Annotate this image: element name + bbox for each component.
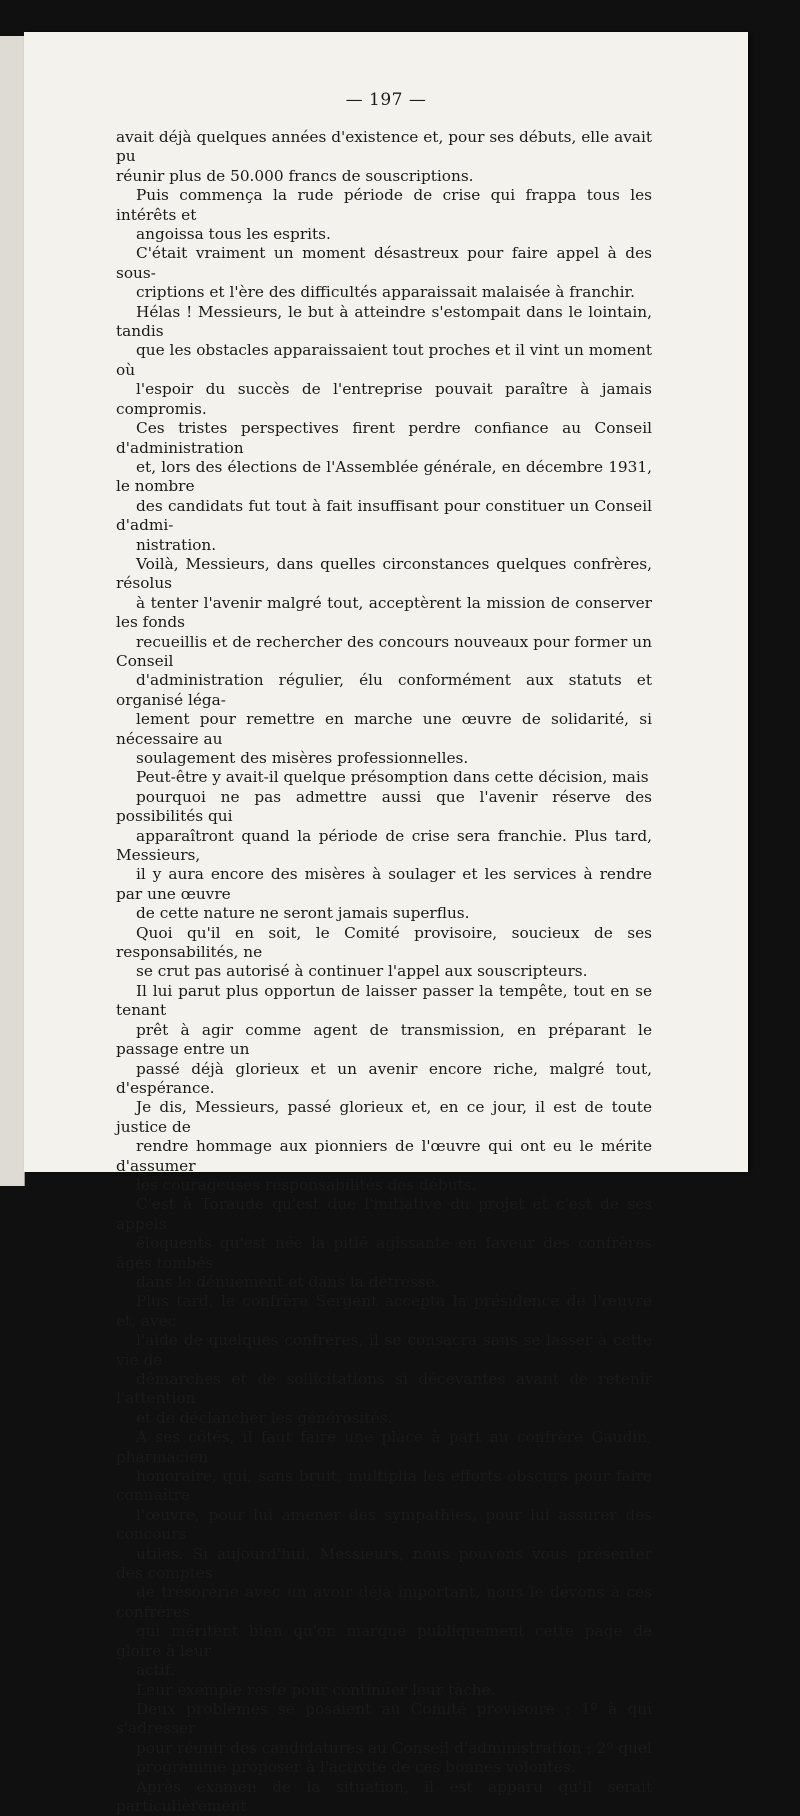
text-line: passé déjà glorieux et un avenir encore riche, malgré tout, d'espérance. bbox=[116, 1059, 652, 1097]
text-line: il y aura encore des misères à soulager et les services à rendre par une œuvre bbox=[116, 865, 652, 903]
text-line: l'espoir du succès de l'entreprise pouvait paraître à jamais compromis. bbox=[116, 380, 652, 418]
text-line: Après examen de la situation, il est apparu qu'il serait particulièrement bbox=[116, 1777, 652, 1815]
text-line: éloquents qu'est née la pitié agissante en faveur des confrères âgés tombés bbox=[116, 1234, 652, 1272]
paragraph bbox=[116, 1098, 652, 1195]
paragraph bbox=[116, 1778, 652, 1816]
text-line: soulagement des misères professionnelles. bbox=[136, 749, 469, 767]
text-line: pour réunir des candidatures au Conseil d'administration ; 2º quel bbox=[136, 1738, 652, 1757]
paragraph bbox=[116, 1700, 652, 1778]
text-line: Peut-être y avait-il quelque présomption dans cette décision, mais bbox=[136, 768, 649, 787]
text-line: Leur exemple reste pour continuer leur tâche. bbox=[136, 1680, 496, 1699]
text-line: se crut pas autorisé à continuer l'appel aux souscripteurs. bbox=[136, 962, 588, 981]
paragraph bbox=[116, 186, 652, 244]
text-line: Puis commença la rude période de crise qui frappa tous les intérêts et bbox=[116, 186, 652, 224]
text-line: C'était vraiment un moment désastreux pour faire appel à des sous- bbox=[116, 244, 652, 282]
text-line: de cette nature ne seront jamais superflus. bbox=[136, 904, 470, 923]
text-line: Ces tristes perspectives firent perdre confiance au Conseil d'administration bbox=[116, 419, 652, 457]
text-line: que les obstacles apparaissaient tout proches et il vint un moment où bbox=[116, 341, 652, 379]
text-line: lement pour remettre en marche une œuvre de solidarité, si nécessaire au bbox=[116, 710, 652, 748]
text-line: C'est à Toraude qu'est due l'initiative du projet et c'est de ses appels bbox=[116, 1195, 652, 1233]
previous-page-edge bbox=[0, 36, 25, 1186]
text-line: démarches et de sollicitations si décevantes avant de retenir l'attention bbox=[116, 1370, 652, 1408]
text-line: utiles. Si aujourd'hui, Messieurs, nous pouvons vous présenter des comptes bbox=[116, 1544, 652, 1583]
text-line: Je dis, Messieurs, passé glorieux et, en ce jour, il est de toute justice de bbox=[116, 1098, 652, 1136]
body-text bbox=[116, 128, 652, 1816]
text-line: prêt à agir comme agent de transmission, en préparant le passage entre un bbox=[116, 1020, 652, 1059]
text-line: et de déclancher les générosités. bbox=[136, 1408, 393, 1427]
text-line: rendre hommage aux pionniers de l'œuvre qui ont eu le mérite d'assumer bbox=[116, 1137, 652, 1175]
text-line: Il lui parut plus opportun de laisser passer la tempête, tout en se tenant bbox=[116, 981, 652, 1020]
paragraph bbox=[116, 128, 652, 186]
text-line: les courageuses responsabilités des débuts. bbox=[136, 1175, 477, 1194]
text-line: pourquoi ne pas admettre aussi que l'avenir réserve des possibilités qui bbox=[116, 787, 652, 826]
text-line: Deux problèmes se posaient au Comité provisoire : 1º à qui s'adresser bbox=[116, 1699, 652, 1738]
text-line: apparaîtront quand la période de crise sera franchie. Plus tard, Messieurs, bbox=[116, 826, 652, 865]
paragraph bbox=[116, 244, 652, 302]
paragraph bbox=[116, 303, 652, 555]
text-line: Hélas ! Messieurs, le but à atteindre s'estompait dans le lointain, tandis bbox=[116, 302, 652, 341]
paragraph bbox=[116, 982, 652, 1098]
text-line: qui méritent bien qu'on marque publiquement cette page de gloire à leur bbox=[116, 1622, 652, 1660]
text-line: actif. bbox=[136, 1661, 175, 1680]
text-line: A ses côtés, il faut faire une place à part au confrère Gaudin, pharmacien bbox=[116, 1428, 652, 1466]
page-sheet bbox=[24, 32, 748, 1815]
paragraph bbox=[116, 924, 652, 982]
text-line: honoraire, qui, sans bruit, multiplia les efforts obscurs pour faire connaître bbox=[116, 1467, 652, 1505]
text-line: Plus tard, le confrère Sergent accepta la présidence de l'œuvre et, avec bbox=[116, 1292, 652, 1330]
text-line: dans le dénuement et dans la détresse. bbox=[136, 1272, 440, 1291]
text-line: angoissa tous les esprits. bbox=[136, 225, 331, 244]
text-line: recueillis et de rechercher des concours nouveaux pour former un Conseil bbox=[116, 632, 652, 670]
text-line: d'administration régulier, élu conformément aux statuts et organisé léga- bbox=[116, 671, 652, 709]
paragraph bbox=[116, 555, 652, 768]
text-line: nistration. bbox=[136, 535, 217, 554]
paragraph bbox=[116, 768, 652, 923]
paragraph bbox=[116, 1292, 652, 1428]
text-line: criptions et l'ère des difficultés apparaissait malaisée à franchir. bbox=[136, 283, 635, 302]
page-number: — 197 — bbox=[345, 90, 427, 110]
text-line: programme proposer à l'activité de ces bonnes volontés. bbox=[136, 1758, 576, 1777]
paragraph bbox=[116, 1428, 652, 1680]
text-line: l'aide de quelques confrères, il se consacra sans se lasser à cette vie de bbox=[116, 1331, 652, 1369]
text-line: des candidats fut tout à fait insuffisant pour constituer un Conseil d'admi- bbox=[116, 496, 652, 535]
text-line: réunir plus de 50.000 francs de souscriptions. bbox=[116, 166, 474, 185]
text-line: Quoi qu'il en soit, le Comité provisoire, soucieux de ses responsabilités, ne bbox=[116, 923, 652, 962]
text-line: Voilà, Messieurs, dans quelles circonstances quelques confrères, résolus bbox=[116, 554, 652, 593]
text-line: l'œuvre, pour lui amener des sympathies, pour lui assurer des concours bbox=[116, 1505, 652, 1544]
text-line: de trésorerie avec un avoir déjà important, nous le devons à ces confrères bbox=[116, 1583, 652, 1621]
text-line: et, lors des élections de l'Assemblée générale, en décembre 1931, le nombre bbox=[116, 457, 652, 496]
paragraph bbox=[116, 1681, 652, 1700]
text-line: à tenter l'avenir malgré tout, acceptèrent la mission de conserver les fonds bbox=[116, 593, 652, 632]
paragraph bbox=[116, 1195, 652, 1292]
text-line: avait déjà quelques années d'existence et, pour ses débuts, elle avait pu bbox=[116, 128, 652, 166]
